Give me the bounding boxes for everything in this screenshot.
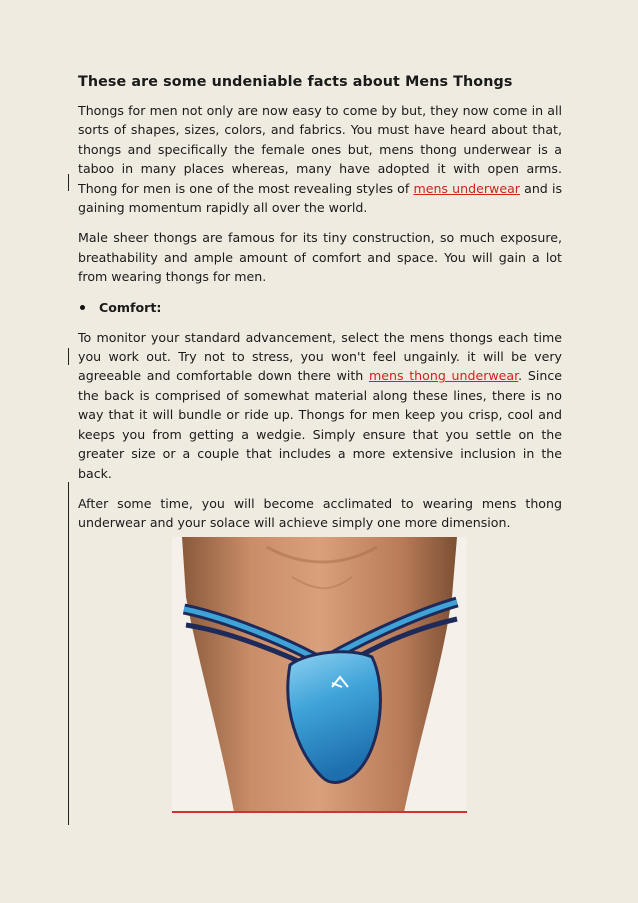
mens-underwear-link[interactable]: mens underwear (413, 180, 520, 196)
paragraph-comfort (78, 328, 562, 483)
page-title: These are some undeniable facts about Mens Thongs (78, 74, 513, 90)
paragraph-sheer: Male sheer thongs are famous for its tiny construction, so much exposure, breathability and ample amount of comfort and space. You will gain a lot from wearing thongs for men. (78, 230, 562, 285)
paragraph-comfort-tail: . Since the back is comprised of somewhat material along these lines, there is no way that it will bundle or ride up. Thongs for men keep you crisp, cool and keeps you from getting a wedgie. Simply ensure that you settle on the greater size or a couple that includes a more extensive inclusion in the back. (78, 368, 563, 481)
thong-illustration (172, 537, 467, 812)
paragraph-intro-text: Thongs for men not only are now easy to come by but, they now come in all sorts of shapes, sizes, colors, and fabrics. You must have heard about that, thongs and specifically the female ones but, mens thong underwear is a taboo in many places whereas, many have adopted it with open arms. Thong for men is one of the most revealing styles of (78, 103, 562, 196)
revision-bar-2 (68, 348, 69, 365)
revision-bar-1 (68, 174, 69, 191)
revision-bar-3 (68, 482, 69, 825)
document-body (78, 74, 562, 544)
product-photo (172, 537, 467, 812)
photo-underline (172, 811, 467, 813)
bullet-dot-icon (80, 305, 85, 310)
paragraph-intro (78, 101, 562, 217)
paragraph-comfort-text: To monitor your standard advancement, select the mens thongs each time you work out. Try not to stress, you won't feel ungainly. it will be very agreeable and comfortable down there with (78, 329, 562, 384)
paragraph-acclimated: After some time, you will become acclimated to wearing mens thong underwear and your solace will achieve simply one more dimension. (78, 495, 562, 531)
mens-thong-underwear-link[interactable]: mens thong underwear (368, 368, 519, 384)
comfort-heading: Comfort: (99, 299, 162, 315)
paragraph-intro-tail: and is gaining momentum rapidly all over the world. (78, 180, 563, 216)
comfort-bullet (78, 298, 562, 317)
